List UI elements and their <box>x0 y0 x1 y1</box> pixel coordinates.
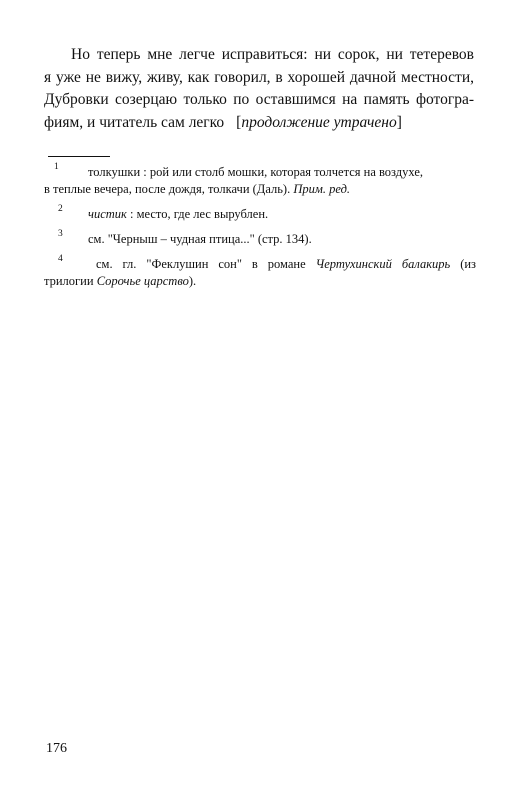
main-text <box>44 44 474 134</box>
footnote-1-line-1 <box>44 164 476 181</box>
footnote-4-line-2 <box>44 273 476 290</box>
main-text-line-1: Но теперь мне легче исправиться: ни сорок, ни тетеревов <box>71 46 474 63</box>
bracket-open: [ <box>236 113 242 131</box>
footnote-3 <box>44 231 476 248</box>
footnote-1-line-2 <box>44 181 476 198</box>
main-text-line-2: я уже не вижу, живу, как говорил, в хорошей дачной местности, <box>44 68 474 86</box>
footnote-1 <box>44 164 476 198</box>
bracket-italic-text: продолжение утрачено <box>241 113 397 131</box>
bracket-close: ] <box>396 113 402 131</box>
footnote-2-definition: : место, где лес вырублен. <box>126 207 269 221</box>
main-text-line-3: Дубровки созерцаю только по оставшимся на память фотогра- <box>44 91 474 108</box>
footnote-2-term: чистик <box>88 207 127 221</box>
footnote-4-line-2-post: ). <box>188 274 197 288</box>
footnote-separator <box>48 156 110 157</box>
footnote-4-novel-title: Чертухинский балакирь <box>315 257 451 271</box>
footnote-4-trilogy-title: Сорочье царство <box>96 274 189 288</box>
footnote-4-line-1-post: (из <box>450 257 476 271</box>
page-number: 176 <box>46 741 67 756</box>
lost-continuation-note <box>236 114 402 131</box>
footnote-4-mark: 4 <box>58 254 63 264</box>
main-text-line-4-text: фиям, и читатель сам легко <box>44 113 225 131</box>
footnotes <box>44 160 476 290</box>
footnote-2 <box>44 206 476 223</box>
footnote-4-line-1-pre: см. гл. "Феклушин сон" в романе <box>96 257 316 271</box>
footnote-4-line-2-pre: трилогии <box>44 274 97 288</box>
footnote-3-line: см. "Черныш – чудная птица..." (стр. 134). <box>88 232 312 246</box>
footnote-2-line <box>44 206 476 223</box>
footnote-1-definition: : рой или столб мошки, которая толчется на воздухе, <box>140 165 423 179</box>
footnote-1-term: толкушки <box>88 165 141 179</box>
footnote-2-mark: 2 <box>58 204 63 214</box>
footnote-1-mark: 1 <box>54 162 59 172</box>
footnote-4-line-1 <box>44 256 476 273</box>
footnote-4 <box>44 256 476 290</box>
footnote-1-line-2-text: в теплые вечера, после дождя, толкачи (Даль). <box>44 182 291 196</box>
main-text-line-4 <box>44 112 474 135</box>
footnote-1-editor-note: Прим. ред. <box>293 182 351 196</box>
footnote-3-mark: 3 <box>58 229 63 239</box>
